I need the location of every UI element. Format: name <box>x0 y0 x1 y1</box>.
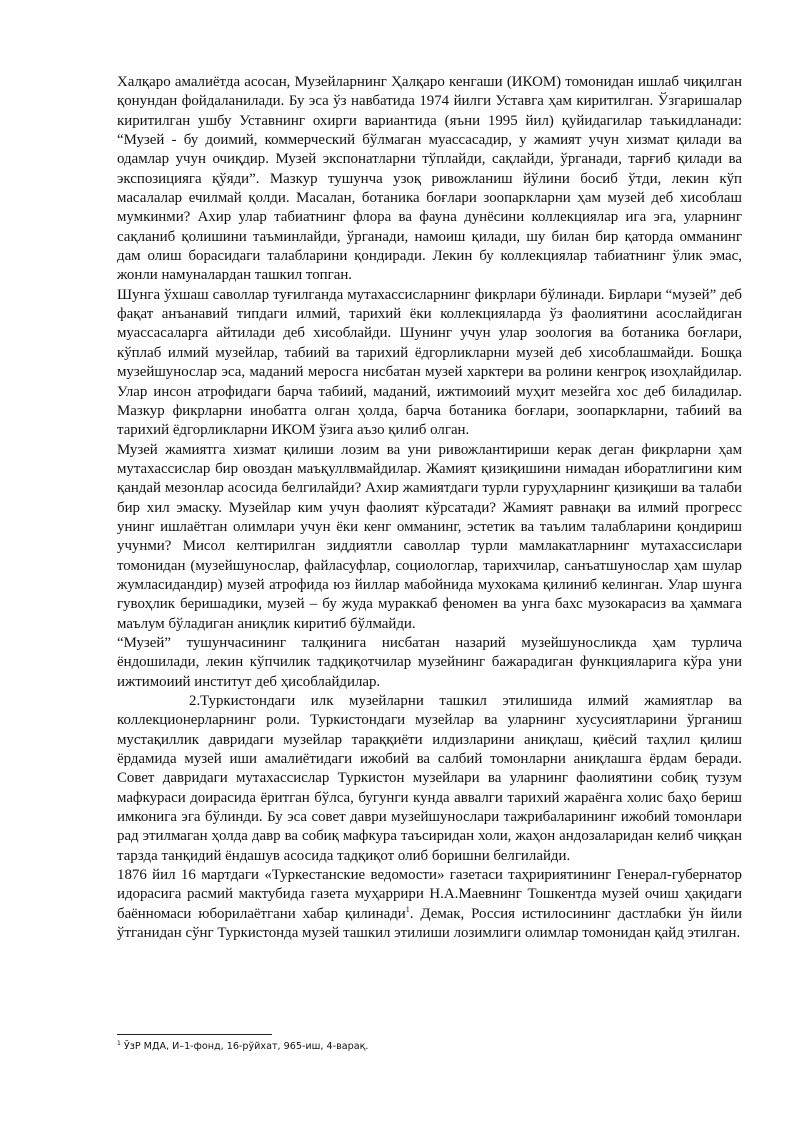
paragraph-section-2-heading: 2.Туркистондаги илк музейларни ташкил этилишида илмий жамиятлар ва коллекционерларнинг роли. Туркистондаги музейлар ва уларнинг хусусиятларини ўрганиш мустақиллик давридаги музейлар тараққиёти илдизларини аниқлаш, қиёсий таҳлил қилиш ёрдамида музей иши амалиётидаги ижобий ва салбий томонларни аниқлашга ёрдам беради. Совет давридаги мутахассислар Туркистон музейлари ва уларнинг фаолиятини собиқ тузум мафкураси доирасида ёритган бўлса, бугунги кунда аввалги тарихий жараёнга холис баҳо бериш имконига эга бўлинди. Бу эса совет даври музейшунослари тажрибаларининг ижобий томонлари рад этилмаган ҳолда давр ва собиқ мафкура таъсиридан холи, жаҳон андозаларидан келиб чиққан тарзда танқидий ёндашув асосида тадқиқот олиб боришни белгилайди. <box>117 693 742 864</box>
document-body <box>117 73 742 943</box>
footnote <box>117 1041 368 1053</box>
footnote-marker: 1 <box>117 1039 121 1047</box>
paragraph-1876-text-a: 1876 йил 16 мартдаги «Туркестанские ведомости» газетаси таҳририятининг Генерал-губернатор идорасига расмий мактубида газета муҳаррири Н.А.Маевнинг Тошкентда музей очиш ҳақидаги баённомаси юборилаётгани хабар қилинади <box>117 867 742 922</box>
paragraph-icom-definition: Халқаро амалиётда асосан, Музейларнинг Ҳалқаро кенгаши (ИКОМ) томонидан ишлаб чиқилган қонундан фойдаланилади. Бу эса ўз навбатида 1974 йилги Уставга ҳам киритилган. Ўзгаришалар киритилган ушбу Уставнинг охирги вариантида (яъни 1995 йил) қуйидагилар таъкидланади: “Музей - бу доимий, коммерческий бўлмаган муассасадир, у жамият учун хизмат қилади ва одамлар учун очиқдир. Музей экспонатларни тўплайди, сақлайди, ўрганади, тарғиб қилади ва экспозицияга қўяди”. Мазкур тушунча узоқ ривожланиш йўлини босиб ўтди, лекин кўп масалалар ечилмай қолди. Масалан, ботаника боғлари зоопаркларни ҳам музей деб хисоблаш мумкинми? Ахир улар табиатнинг флора ва фауна дунёсини коллекциялар ига эга, уларнинг сақланиб қолишини таъминлайди, ўрганади, намоиш қилади, шу билан бир қаторда омманинг дам олиш борасидаги талабларини қондиради. Лекин бу коллекциялар табиатнинг ўлик эмас, жонли намуналардан ташкил топган. <box>117 74 742 284</box>
footnote-text: ЎзР МДА, И–1-фонд, 16-рўйхат, 965-иш, 4-варақ. <box>123 1041 369 1052</box>
paragraph-museum-concept: “Музей” тушунчасининг талқинига нисбатан назарий музейшуносликда ҳам турлича ёндошилади, лекин кўпчилик тадқиқотчилар музейнинг бажарадиган функцияларига кўра уни ижтимоиий институт деб ҳисоблайдилар. <box>117 634 742 690</box>
footnote-separator <box>117 1034 272 1035</box>
paragraph-1876-letter <box>117 866 742 943</box>
paragraph-specialist-opinions: Шунга ўхшаш саволлар туғилганда мутахассисларнинг фикрлари бўлинади. Бирлари “музей” деб фақат анъанавий типдаги илмий, тарихий ёки коллекцияларда ўз фаолиятини асослайдиган муассасаларга айтилади деб хисоблайди. Шунинг учун улар зоология ва ботаника боғлари, кўплаб илмий музейлар, табиий ва тарихий ёдгорликларни музей деб хисоблашмайди. Бошқа музейшунослар эса, маданий меросга нисбатан музей харктери ва ролини кенгроқ изоҳлайдилар. Улар инсон атрофидаги барча табиий, маданий, ижтимоиий муҳит мезейга хос деб биладилар. Мазкур фикрларни инобатга олган ҳолда, барча ботаника боғлари, зоопаркларни, табиий ва тарихий ёдгорликларни ИКОМ ўзига аъзо қилиб олган. <box>117 286 742 439</box>
footnote-reference-marker[interactable]: 1 <box>405 904 410 914</box>
paragraph-museum-society: Музей жамиятга хизмат қилиши лозим ва уни ривожлантириши керак деган фикрларни ҳам мутахассислар бир овоздан маъқуллвмайдилар. Жамият қизиқишини нимадан иборатлигини ким қандай мезонлар асосида белгилайди? Ахир жамиятдаги турли гуруҳларнинг қизиқиши ва талаби бир хил эмаску. Музейлар ким учун фаолият кўрсатади? Жамият равнақи ва илмий прогресс унинг ишлаётган олимлари учун ёки кенг омманинг, эстетик ва таълим талабларини қондириш учунми? Мисол келтирилган зиддиятли саволлар турли мамлакатларнинг мутахассислари томонидан (музейшунослар, файласуфлар, социологлар, тарихчилар, санъатшунослар ҳам шулар жумласидандир) музей атрофида юз йиллар мабойнида мухокама қилиниб келинган. Улар шунга гувоҳлик беришадики, музей – бу жуда мураккаб феномен ва унга бахс музокарасиз ва ҳаммага маълум бўладиган аниқлик киритиб бўлмайди. <box>117 441 742 632</box>
paragraph-1876-text-b: . Демак, Россия истилосининг дастлабки ўн йили ўтганидан сўнг Туркистонда музей ташкил этилиши лозимлиги олимлар томонидан қайд этилган. <box>117 905 742 942</box>
